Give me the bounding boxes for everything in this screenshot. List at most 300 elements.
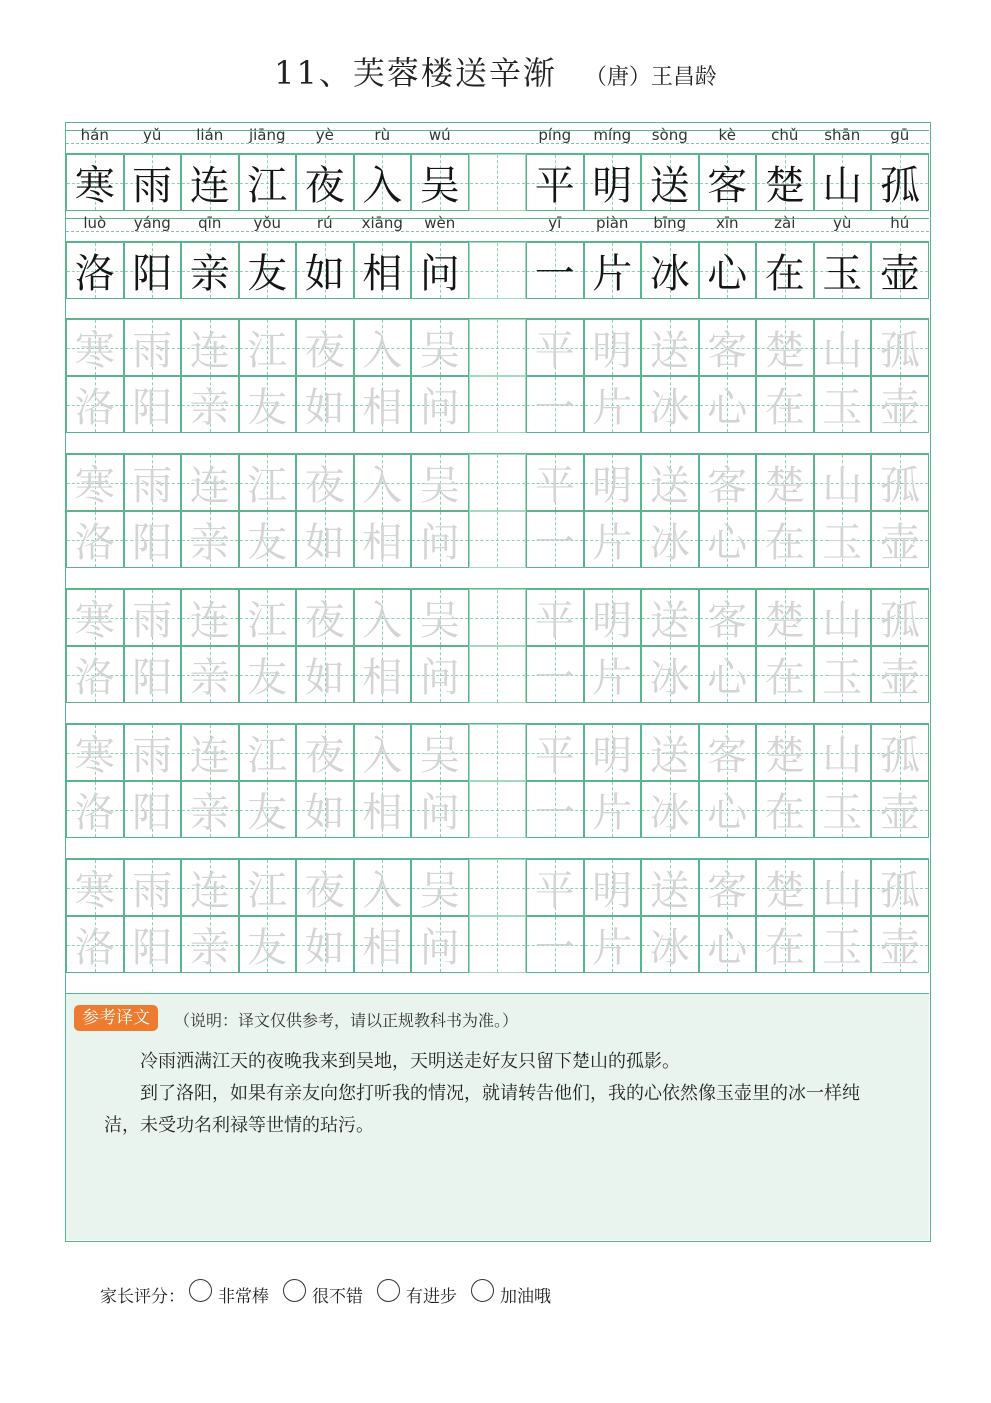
poem-character: 江 xyxy=(247,868,288,914)
writing-cell[interactable] xyxy=(584,916,642,973)
poem-character: 冰 xyxy=(649,655,690,701)
writing-cell[interactable] xyxy=(411,376,469,433)
writing-cell[interactable] xyxy=(526,724,584,781)
rating-option[interactable] xyxy=(471,1282,551,1307)
poem-character: 客 xyxy=(707,328,748,374)
poem-character: 心 xyxy=(707,385,748,431)
writing-cell[interactable] xyxy=(641,319,699,376)
poem-character: 阳 xyxy=(132,655,173,701)
poem-character: 送 xyxy=(649,463,690,509)
poem-character: 壶 xyxy=(880,251,920,297)
pinyin: yáng xyxy=(133,214,171,232)
writing-cell xyxy=(584,242,642,299)
writing-cell[interactable] xyxy=(699,724,757,781)
writing-cell[interactable] xyxy=(354,781,412,838)
pinyin: wèn xyxy=(424,214,456,232)
pinyin: yǒu xyxy=(253,214,282,232)
writing-cell[interactable] xyxy=(526,916,584,973)
writing-cell[interactable] xyxy=(641,916,699,973)
poem-character: 亲 xyxy=(189,655,230,701)
writing-cell xyxy=(699,154,757,211)
writing-cell[interactable] xyxy=(526,859,584,916)
writing-cell[interactable] xyxy=(354,859,412,916)
rating-radio-circle[interactable] xyxy=(471,1279,494,1302)
poem-character: 江 xyxy=(247,598,288,644)
poem-character: 洛 xyxy=(74,251,115,297)
trace-row xyxy=(66,319,929,376)
writing-cell[interactable] xyxy=(526,454,584,511)
writing-cell[interactable] xyxy=(526,589,584,646)
writing-cell[interactable] xyxy=(756,724,814,781)
writing-cell[interactable] xyxy=(584,454,642,511)
writing-cell[interactable] xyxy=(641,859,699,916)
poem-character: 夜 xyxy=(304,598,345,644)
rating-radio-circle[interactable] xyxy=(283,1279,306,1302)
writing-cell[interactable] xyxy=(354,511,412,568)
writing-cell[interactable] xyxy=(181,454,239,511)
poem-character: 楚 xyxy=(764,328,805,374)
writing-cell[interactable] xyxy=(124,454,182,511)
poem-character: 一 xyxy=(534,520,575,566)
writing-cell[interactable] xyxy=(641,454,699,511)
poem-character: 相 xyxy=(362,251,403,297)
writing-cell[interactable] xyxy=(354,454,412,511)
writing-cell[interactable] xyxy=(411,916,469,973)
poem-character: 亲 xyxy=(189,790,230,836)
writing-cell[interactable] xyxy=(411,781,469,838)
writing-cell[interactable] xyxy=(296,376,354,433)
poem-character: 一 xyxy=(534,655,575,701)
poem-character: 心 xyxy=(707,790,748,836)
writing-cell xyxy=(124,154,182,211)
writing-cell xyxy=(584,154,642,211)
poem-character: 心 xyxy=(707,655,748,701)
trace-row xyxy=(66,454,929,511)
poem-character: 寒 xyxy=(74,328,115,374)
pinyin-row xyxy=(66,123,929,154)
writing-cell xyxy=(66,242,124,299)
writing-cell[interactable] xyxy=(871,376,929,433)
writing-cell[interactable] xyxy=(66,511,124,568)
writing-cell[interactable] xyxy=(296,781,354,838)
poem-character: 亲 xyxy=(189,520,230,566)
writing-cell[interactable] xyxy=(181,781,239,838)
poem-character: 玉 xyxy=(822,925,863,971)
writing-cell[interactable] xyxy=(699,916,757,973)
row-gap xyxy=(66,703,929,724)
poem-character: 山 xyxy=(822,328,863,374)
poem-character: 在 xyxy=(764,925,805,971)
poem-author: （唐）王昌龄 xyxy=(584,65,717,90)
poem-character: 楚 xyxy=(764,868,805,914)
writing-cell[interactable] xyxy=(411,454,469,511)
poem-character: 江 xyxy=(247,733,288,779)
pinyin: xiāng xyxy=(361,214,403,232)
rating-option[interactable] xyxy=(377,1282,457,1307)
poem-character: 吴 xyxy=(419,328,460,374)
writing-cell[interactable] xyxy=(584,511,642,568)
writing-cell[interactable] xyxy=(871,511,929,568)
poem-character: 壶 xyxy=(880,790,920,836)
writing-cell[interactable] xyxy=(526,646,584,703)
writing-cell[interactable] xyxy=(411,511,469,568)
poem-character: 友 xyxy=(247,925,288,971)
poem-character: 玉 xyxy=(822,251,863,297)
poem-character: 问 xyxy=(419,385,460,431)
writing-cell xyxy=(871,242,929,299)
poem-title: 11、芙蓉楼送辛渐 xyxy=(274,54,557,92)
pinyin: chǔ xyxy=(771,126,799,144)
writing-cell[interactable] xyxy=(584,589,642,646)
poem-character: 入 xyxy=(362,328,403,374)
writing-cell[interactable] xyxy=(354,646,412,703)
writing-cell[interactable] xyxy=(239,319,297,376)
writing-cell[interactable] xyxy=(181,319,239,376)
poem-character: 寒 xyxy=(74,868,115,914)
poem-character: 明 xyxy=(592,328,633,374)
writing-cell[interactable] xyxy=(699,781,757,838)
poem-character: 江 xyxy=(247,328,288,374)
poem-character: 寒 xyxy=(74,733,115,779)
writing-cell[interactable] xyxy=(66,376,124,433)
rating-radio-circle[interactable] xyxy=(377,1279,400,1302)
writing-cell[interactable] xyxy=(239,646,297,703)
writing-cell[interactable] xyxy=(584,724,642,781)
writing-cell[interactable] xyxy=(296,319,354,376)
poem-character: 山 xyxy=(822,163,863,209)
writing-cell[interactable] xyxy=(756,859,814,916)
poem-character: 冰 xyxy=(649,790,690,836)
poem-character: 吴 xyxy=(419,868,460,914)
blank-cell xyxy=(469,859,527,916)
writing-cell[interactable] xyxy=(526,319,584,376)
writing-cell[interactable] xyxy=(181,376,239,433)
writing-cell[interactable] xyxy=(411,724,469,781)
poem-character: 片 xyxy=(592,520,633,566)
trace-row xyxy=(66,916,929,973)
writing-cell[interactable] xyxy=(296,859,354,916)
poem-character: 冰 xyxy=(649,520,690,566)
writing-cell[interactable] xyxy=(181,916,239,973)
pinyin: bīng xyxy=(653,214,687,232)
pinyin: yī xyxy=(548,214,562,232)
writing-cell[interactable] xyxy=(66,724,124,781)
writing-cell[interactable] xyxy=(239,589,297,646)
writing-cell[interactable] xyxy=(584,376,642,433)
writing-cell[interactable] xyxy=(756,319,814,376)
writing-cell xyxy=(814,154,872,211)
writing-cell[interactable] xyxy=(814,376,872,433)
writing-cell[interactable] xyxy=(296,511,354,568)
writing-cell[interactable] xyxy=(239,781,297,838)
writing-cell[interactable] xyxy=(66,859,124,916)
writing-cell[interactable] xyxy=(756,646,814,703)
poem-character: 玉 xyxy=(822,520,863,566)
writing-cell[interactable] xyxy=(526,781,584,838)
poem-character: 相 xyxy=(362,385,403,431)
rating-radio-circle[interactable] xyxy=(189,1279,212,1302)
poem-character: 冰 xyxy=(649,925,690,971)
writing-cell xyxy=(411,154,469,211)
writing-cell[interactable] xyxy=(871,319,929,376)
pinyin: piàn xyxy=(596,214,629,232)
writing-cell xyxy=(296,242,354,299)
writing-cell[interactable] xyxy=(239,916,297,973)
writing-cell[interactable] xyxy=(756,589,814,646)
poem-character: 寒 xyxy=(74,463,115,509)
poem-character: 洛 xyxy=(74,385,115,431)
writing-cell xyxy=(354,154,412,211)
writing-cell[interactable] xyxy=(66,454,124,511)
trace-row xyxy=(66,589,929,646)
writing-cell[interactable] xyxy=(814,724,872,781)
writing-cell[interactable] xyxy=(641,724,699,781)
poem-character: 冰 xyxy=(649,385,690,431)
writing-cell[interactable] xyxy=(699,454,757,511)
pinyin: luò xyxy=(83,214,107,232)
trace-row xyxy=(66,724,929,781)
poem-character: 如 xyxy=(304,520,345,566)
poem-character: 如 xyxy=(304,655,345,701)
poem-character: 在 xyxy=(764,655,805,701)
pinyin: hú xyxy=(890,214,910,232)
writing-cell[interactable] xyxy=(641,376,699,433)
writing-cell[interactable] xyxy=(699,376,757,433)
writing-cell[interactable] xyxy=(871,859,929,916)
poem-character: 亲 xyxy=(189,925,230,971)
poem-character: 友 xyxy=(247,655,288,701)
poem-character: 一 xyxy=(534,251,575,297)
writing-cell[interactable] xyxy=(814,781,872,838)
writing-cell[interactable] xyxy=(181,724,239,781)
writing-cell[interactable] xyxy=(814,859,872,916)
poem-character: 亲 xyxy=(189,385,230,431)
poem-character: 送 xyxy=(649,733,690,779)
poem-character: 雨 xyxy=(132,598,173,644)
rating-option[interactable] xyxy=(189,1282,269,1307)
writing-cell[interactable] xyxy=(124,916,182,973)
poem-character: 友 xyxy=(247,790,288,836)
writing-cell xyxy=(239,154,297,211)
writing-cell[interactable] xyxy=(66,319,124,376)
writing-cell[interactable] xyxy=(124,724,182,781)
writing-cell[interactable] xyxy=(411,859,469,916)
poem-character: 连 xyxy=(189,733,230,779)
writing-cell[interactable] xyxy=(584,319,642,376)
row-gap xyxy=(66,838,929,859)
poem-character: 如 xyxy=(304,251,345,297)
poem-character: 雨 xyxy=(132,868,173,914)
rating-option[interactable] xyxy=(283,1282,363,1307)
poem-character: 客 xyxy=(707,733,748,779)
poem-character: 雨 xyxy=(132,328,173,374)
writing-cell[interactable] xyxy=(296,916,354,973)
writing-cell[interactable] xyxy=(124,859,182,916)
poem-character: 雨 xyxy=(132,463,173,509)
poem-character: 片 xyxy=(592,251,633,297)
poem-character: 心 xyxy=(707,251,748,297)
writing-cell[interactable] xyxy=(66,781,124,838)
writing-cell[interactable] xyxy=(756,916,814,973)
poem-character: 孤 xyxy=(880,598,920,644)
writing-cell[interactable] xyxy=(814,916,872,973)
writing-cell[interactable] xyxy=(584,859,642,916)
blank-cell xyxy=(469,781,527,838)
poem-character: 明 xyxy=(592,163,633,209)
poem-character: 如 xyxy=(304,790,345,836)
poem-character: 孤 xyxy=(880,328,920,374)
blank-cell xyxy=(469,319,527,376)
trace-row xyxy=(66,511,929,568)
writing-cell[interactable] xyxy=(814,646,872,703)
writing-cell[interactable] xyxy=(239,724,297,781)
writing-cell xyxy=(181,242,239,299)
pinyin: qīn xyxy=(198,214,222,232)
writing-cell xyxy=(756,154,814,211)
writing-cell xyxy=(871,154,929,211)
writing-cell[interactable] xyxy=(239,376,297,433)
pinyin: míng xyxy=(593,126,632,144)
poem-character: 壶 xyxy=(880,655,920,701)
writing-cell[interactable] xyxy=(871,916,929,973)
writing-cell[interactable] xyxy=(641,511,699,568)
writing-cell[interactable] xyxy=(526,376,584,433)
writing-cell[interactable] xyxy=(871,454,929,511)
writing-cell[interactable] xyxy=(699,511,757,568)
poem-character: 片 xyxy=(592,385,633,431)
writing-cell[interactable] xyxy=(699,646,757,703)
writing-cell[interactable] xyxy=(296,589,354,646)
poem-character: 吴 xyxy=(419,463,460,509)
writing-cell xyxy=(814,242,872,299)
poem-character: 壶 xyxy=(880,520,920,566)
writing-cell[interactable] xyxy=(354,724,412,781)
writing-cell[interactable] xyxy=(181,511,239,568)
writing-cell[interactable] xyxy=(66,589,124,646)
poem-character: 山 xyxy=(822,463,863,509)
writing-cell[interactable] xyxy=(124,376,182,433)
blank-cell xyxy=(469,646,527,703)
writing-cell[interactable] xyxy=(699,319,757,376)
poem-character: 友 xyxy=(247,385,288,431)
writing-cell[interactable] xyxy=(411,589,469,646)
poem-character: 平 xyxy=(534,733,575,779)
poem-character: 平 xyxy=(534,463,575,509)
writing-cell[interactable] xyxy=(239,511,297,568)
writing-cell[interactable] xyxy=(124,781,182,838)
pinyin-row xyxy=(66,211,929,242)
poem-character: 送 xyxy=(649,868,690,914)
writing-cell[interactable] xyxy=(411,319,469,376)
writing-cell[interactable] xyxy=(66,916,124,973)
writing-cell[interactable] xyxy=(296,724,354,781)
writing-cell[interactable] xyxy=(181,646,239,703)
poem-character: 夜 xyxy=(304,733,345,779)
poem-character: 连 xyxy=(189,463,230,509)
writing-cell[interactable] xyxy=(871,589,929,646)
writing-cell xyxy=(181,154,239,211)
writing-cell[interactable] xyxy=(354,319,412,376)
writing-cell[interactable] xyxy=(296,646,354,703)
writing-cell[interactable] xyxy=(699,589,757,646)
writing-cell[interactable] xyxy=(354,589,412,646)
writing-cell[interactable] xyxy=(296,454,354,511)
poem-character: 客 xyxy=(707,463,748,509)
row-gap xyxy=(66,568,929,589)
rating-option-label: 有进步 xyxy=(406,1287,457,1307)
poem-character: 问 xyxy=(419,655,460,701)
writing-cell[interactable] xyxy=(871,724,929,781)
poem-character: 明 xyxy=(592,868,633,914)
writing-cell[interactable] xyxy=(239,859,297,916)
writing-cell xyxy=(699,242,757,299)
poem-character: 壶 xyxy=(880,385,920,431)
writing-cell[interactable] xyxy=(354,916,412,973)
writing-cell[interactable] xyxy=(756,454,814,511)
pinyin: rù xyxy=(374,126,391,144)
poem-character: 入 xyxy=(362,463,403,509)
translation-paragraph: 冷雨洒满江天的夜晚我来到吴地，天明送走好友只留下楚山的孤影。 xyxy=(140,1051,680,1072)
writing-cell[interactable] xyxy=(181,589,239,646)
writing-cell[interactable] xyxy=(124,511,182,568)
trace-row xyxy=(66,781,929,838)
poem-character: 连 xyxy=(189,163,230,209)
pinyin: sòng xyxy=(651,126,688,144)
poem-character: 明 xyxy=(592,733,633,779)
poem-character: 一 xyxy=(534,385,575,431)
writing-cell[interactable] xyxy=(641,781,699,838)
writing-cell[interactable] xyxy=(239,454,297,511)
writing-cell[interactable] xyxy=(699,859,757,916)
page-title xyxy=(0,48,991,94)
writing-cell[interactable] xyxy=(641,646,699,703)
poem-character: 送 xyxy=(649,163,690,209)
writing-cell[interactable] xyxy=(814,319,872,376)
writing-cell[interactable] xyxy=(641,589,699,646)
poem-character: 入 xyxy=(362,733,403,779)
writing-cell[interactable] xyxy=(871,646,929,703)
writing-cell xyxy=(296,154,354,211)
poem-character: 洛 xyxy=(74,925,115,971)
writing-cell[interactable] xyxy=(756,376,814,433)
writing-cell[interactable] xyxy=(584,646,642,703)
pinyin: shān xyxy=(824,126,861,144)
poem-character: 问 xyxy=(419,925,460,971)
writing-cell[interactable] xyxy=(124,589,182,646)
writing-cell[interactable] xyxy=(181,859,239,916)
reference-text xyxy=(104,1046,894,1142)
poem-character: 在 xyxy=(764,385,805,431)
writing-cell[interactable] xyxy=(526,511,584,568)
writing-cell[interactable] xyxy=(756,781,814,838)
writing-cell[interactable] xyxy=(354,376,412,433)
writing-cell[interactable] xyxy=(66,646,124,703)
writing-cell[interactable] xyxy=(814,454,872,511)
rating-label: 家长评分： xyxy=(100,1287,185,1307)
writing-cell[interactable] xyxy=(756,511,814,568)
writing-cell[interactable] xyxy=(124,646,182,703)
pinyin: lián xyxy=(196,126,224,144)
writing-cell[interactable] xyxy=(814,511,872,568)
writing-cell[interactable] xyxy=(814,589,872,646)
poem-character: 友 xyxy=(247,251,288,297)
poem-character: 孤 xyxy=(880,733,920,779)
reference-translation xyxy=(66,993,929,1240)
writing-cell[interactable] xyxy=(871,781,929,838)
writing-cell[interactable] xyxy=(411,646,469,703)
writing-cell[interactable] xyxy=(124,319,182,376)
writing-cell[interactable] xyxy=(584,781,642,838)
